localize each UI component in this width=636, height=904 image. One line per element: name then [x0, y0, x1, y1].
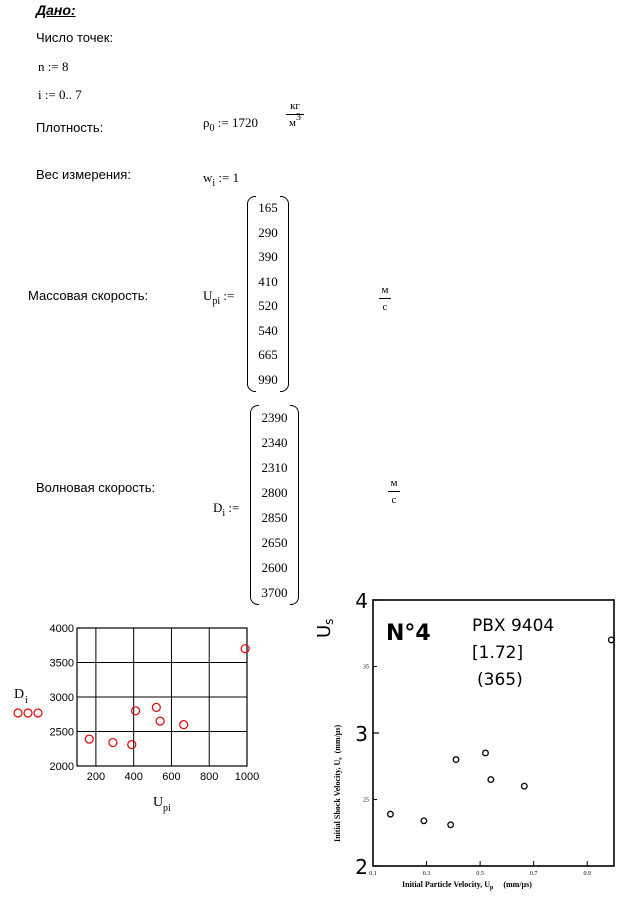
wave-velocity-expression	[213, 500, 240, 519]
y-axis-label	[333, 725, 344, 842]
scanned-shock-chart	[314, 589, 632, 898]
handwritten-y-label	[314, 619, 336, 638]
handwritten-y-sub: s	[322, 618, 336, 625]
density-unit-exponent: 3	[295, 112, 301, 123]
data-point	[132, 707, 140, 715]
section-title: Дано:	[36, 2, 76, 18]
points-label: Число точек:	[36, 30, 114, 45]
x-tick-label: 0.1	[369, 871, 377, 877]
density-symbol: ρ	[203, 115, 210, 130]
density-unit-numerator: кг	[290, 100, 300, 112]
data-point	[85, 735, 93, 743]
data-point	[521, 783, 527, 789]
handwritten-y-symbol: U	[314, 624, 335, 638]
density-subscript: 0	[209, 123, 215, 134]
n-expression: n := 8	[38, 59, 69, 74]
y-tick-label: 2	[355, 855, 368, 879]
density-unit-denominator: м	[289, 117, 296, 129]
x-tick-label: 400	[124, 771, 143, 783]
x-tick-label: 0.7	[529, 871, 538, 877]
wave-velocity-matrix	[250, 405, 299, 605]
mass-velocity-value: 410	[258, 273, 278, 289]
mathcad-scatter-chart	[0, 610, 300, 826]
mass-velocity-unit	[379, 280, 391, 313]
y-axis-label-sub: i	[25, 695, 28, 706]
data-point	[152, 703, 160, 711]
annotation-density: [1.72]	[472, 643, 524, 663]
x-tick-label: 0.5	[476, 871, 484, 877]
mass-velocity-unit-denominator: с	[382, 301, 388, 313]
chart-grid	[77, 628, 247, 766]
data-point	[128, 741, 136, 749]
density-assign: := 1720	[214, 115, 258, 130]
mass-velocity-expression	[203, 288, 235, 307]
density-expression	[203, 115, 258, 134]
x-axis-label-sub: pi	[163, 803, 171, 814]
wave-velocity-symbol: D	[213, 500, 223, 515]
mass-velocity-symbol: U	[203, 288, 213, 303]
x-tick-label: 0.3	[422, 871, 431, 877]
x-axis-label: U	[153, 795, 164, 810]
data-point	[453, 757, 459, 763]
x-axis-label-sub: p	[490, 885, 494, 891]
svg-text:Initial Shock Velocity, Us(mm/	[333, 725, 344, 842]
y-tick-label: 2500	[49, 726, 74, 739]
wave-velocity-value: 2390	[261, 409, 288, 425]
x-tick-label: 0.9	[583, 871, 591, 877]
wave-velocity-unit-denominator: с	[391, 494, 397, 506]
wave-velocity-value: 2340	[261, 434, 288, 450]
mass-velocity-value: 165	[258, 200, 278, 216]
y-axis-label-sub: s	[338, 757, 344, 760]
wave-velocity-value: 2310	[261, 459, 288, 475]
annotation-extra: (365)	[477, 670, 523, 690]
data-point	[388, 811, 394, 817]
y-minor-tick-label: 35	[363, 664, 369, 671]
wave-velocity-unit-numerator: м	[390, 477, 398, 489]
weight-assign: := 1	[215, 170, 240, 185]
mass-velocity-value: 540	[258, 322, 278, 338]
x-axis-label-units: (mm/μs)	[503, 880, 532, 889]
chart-title: PBX 9404	[472, 616, 555, 636]
data-point	[109, 739, 117, 747]
weight-label: Вес измерения:	[36, 167, 131, 182]
annotation-number: N°4	[386, 621, 431, 646]
y-tick-label: 3500	[49, 657, 74, 670]
x-tick-label: 200	[86, 771, 106, 783]
mass-velocity-value: 390	[258, 249, 278, 265]
mass-velocity-subscript: pi	[212, 296, 221, 307]
x-tick-label: 800	[200, 771, 219, 783]
y-tick-label: 3	[355, 722, 368, 746]
y-tick-label: 2000	[49, 761, 74, 773]
chart-y-label	[14, 687, 28, 706]
y-axis-label-text: Initial Shock Velocity, U	[333, 759, 342, 842]
mass-velocity-value: 990	[258, 371, 278, 387]
weight-symbol: w	[203, 170, 213, 185]
wave-velocity-value: 2800	[261, 484, 288, 500]
mass-velocity-matrix	[247, 196, 289, 392]
y-axis-label-units: (mm/μs)	[333, 724, 342, 754]
y-axis-label: D	[14, 687, 25, 702]
chart-x-label	[153, 795, 171, 814]
x-axis-label	[402, 880, 532, 891]
y-minor-tick-label: 25	[363, 797, 369, 804]
density-label: Плотность:	[36, 120, 104, 135]
wave-velocity-assign: :=	[225, 500, 240, 515]
legend-marker	[24, 709, 32, 717]
data-point	[488, 777, 494, 783]
mass-velocity-unit-numerator: м	[381, 284, 389, 296]
x-axis-label-text: Initial Particle Velocity, U	[402, 880, 490, 889]
x-tick-label: 600	[162, 771, 181, 783]
y-tick-label: 4	[355, 589, 368, 613]
chart-tick-labels	[50, 623, 260, 783]
wave-velocity-label: Волновая скорость:	[36, 480, 156, 495]
wave-velocity-unit	[388, 473, 400, 506]
mass-velocity-assign: :=	[220, 288, 235, 303]
legend-marker	[34, 709, 42, 717]
legend-marker	[14, 709, 22, 717]
weight-expression	[203, 170, 240, 189]
data-point	[156, 717, 164, 725]
chart-points	[388, 637, 615, 827]
wave-velocity-value: 2650	[261, 534, 288, 550]
data-point	[241, 645, 249, 653]
wave-velocity-value: 2600	[261, 559, 288, 575]
weight-subscript: i	[212, 178, 216, 189]
mass-velocity-value: 520	[258, 298, 278, 314]
data-point	[421, 818, 427, 824]
data-point	[483, 750, 489, 756]
svg-text:Us	[314, 619, 336, 638]
mass-velocity-value: 290	[258, 224, 278, 240]
wave-velocity-subscript: i	[222, 508, 226, 519]
y-tick-label: 3000	[49, 692, 74, 704]
y-tick-label: 4000	[49, 623, 74, 635]
wave-velocity-value: 3700	[261, 584, 288, 600]
density-unit	[286, 96, 304, 130]
mass-velocity-label: Массовая скорость:	[28, 288, 149, 303]
wave-velocity-value: 2850	[261, 509, 288, 525]
data-point	[180, 721, 188, 729]
x-tick-label: 1000	[234, 771, 260, 783]
mass-velocity-value: 665	[258, 347, 278, 363]
i-expression: i := 0.. 7	[38, 87, 82, 102]
chart-legend-markers	[14, 709, 42, 717]
annotation-block	[386, 616, 554, 690]
data-point	[448, 822, 454, 828]
